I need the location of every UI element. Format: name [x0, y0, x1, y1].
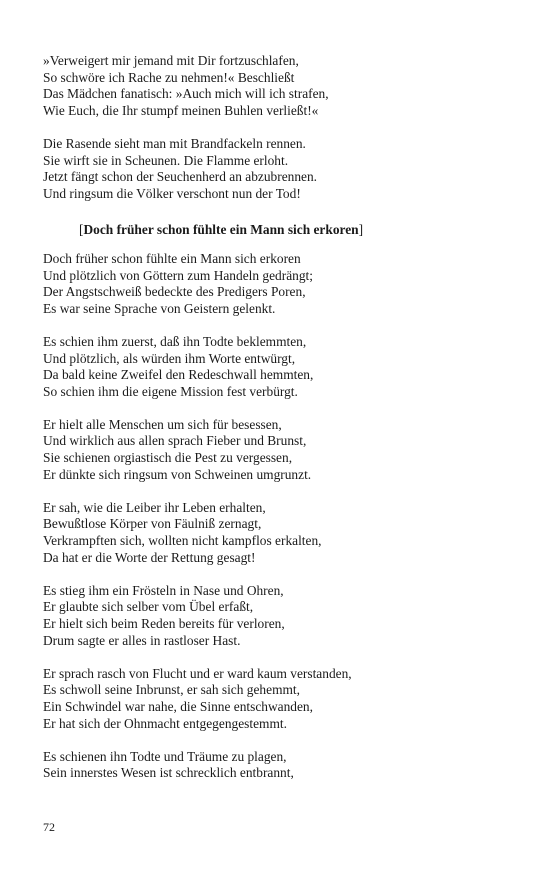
poem-line: Bewußtlose Körper von Fäulniß zernagt, [43, 516, 262, 532]
poem-line: Da hat er die Worte der Rettung gesagt! [43, 549, 256, 565]
poem-line: »Verweigert mir jemand mit Dir fortzuschlafen, [43, 53, 299, 68]
poem-line: Und plötzlich, als würden ihm Worte entwürgt, [43, 350, 296, 366]
poem-line: Sie schienen orgiastisch die Pest zu vergessen, [43, 450, 293, 466]
poem-line: Der Angstschweiß bedeckte des Predigers Poren, [43, 284, 306, 300]
poem-line: Die Rasende sieht man mit Brandfackeln rennen. [43, 135, 306, 151]
poem-line: Es stieg ihm ein Frösteln in Nase und Ohren, [43, 582, 284, 598]
poem-line: Drum sagte er alles in rastloser Hast. [43, 632, 241, 648]
stanza [43, 749, 513, 782]
stanza [43, 583, 513, 649]
poem-title [79, 222, 513, 239]
title-text: Doch früher schon fühlte ein Mann sich erkoren [83, 222, 359, 238]
poem-line: Und plötzlich von Göttern zum Handeln gedrängt; [43, 267, 313, 283]
poem-line: Es war seine Sprache von Geistern gelenkt. [43, 300, 276, 316]
stanza [43, 500, 513, 566]
poem-line: Er glaubte sich selber vom Übel erfaßt, [43, 599, 254, 615]
poem-line: Doch früher schon fühlte ein Mann sich erkoren [43, 250, 301, 266]
stanza [43, 417, 513, 483]
poem-text [43, 53, 513, 799]
stanza [43, 334, 513, 400]
stanza [43, 251, 513, 317]
poem-line: Ein Schwindel war nahe, die Sinne entschwanden, [43, 698, 313, 714]
poem-line: Es schien ihm zuerst, daß ihn Todte beklemmten, [43, 333, 307, 349]
poem-line: Und ringsum die Völker verschont nun der Tod! [43, 185, 301, 201]
poem-line: Er sprach rasch von Flucht und er ward kaum verstanden, [43, 665, 352, 681]
stanza [43, 53, 513, 119]
poem-line: So schien ihm die eigene Mission fest verbürgt. [43, 383, 298, 399]
poem-line: Es schienen ihn Todte und Träume zu plagen, [43, 748, 287, 764]
poem-line: Verkrampften sich, wollten nicht kampflos erkalten, [43, 533, 322, 549]
poem-line: Er hielt sich beim Reden bereits für verloren, [43, 616, 285, 631]
poem-line: Jetzt fängt schon der Seuchenherd an abzubrennen. [43, 169, 318, 185]
title-close-bracket: ] [358, 222, 364, 238]
title-open-bracket: [ [79, 222, 84, 238]
poem-line: Sein innerstes Wesen ist schrecklich entbrannt, [43, 765, 294, 781]
poem-line: Das Mädchen fanatisch: »Auch mich will ich strafen, [43, 86, 329, 102]
stanza [43, 666, 513, 732]
poem-line: Er hielt alle Menschen um sich für besessen, [43, 416, 282, 432]
poem-line: Er dünkte sich ringsum von Schweinen umgrunzt. [43, 466, 312, 482]
stanza [43, 136, 513, 202]
poem-line: Er hat sich der Ohnmacht entgegengestemmt. [43, 715, 287, 731]
page-number: 72 [43, 820, 55, 834]
poem-line: Er sah, wie die Leiber ihr Leben erhalten, [43, 499, 266, 515]
poem-line: Und wirklich aus allen sprach Fieber und Brunst, [43, 433, 307, 449]
poem-line: So schwöre ich Rache zu nehmen!« Beschließt [43, 69, 295, 85]
poem-line: Es schwoll seine Inbrunst, er sah sich gehemmt, [43, 682, 300, 698]
poem-line: Wie Euch, die Ihr stumpf meinen Buhlen verließt!« [43, 102, 319, 118]
poem-line: Sie wirft sie in Scheunen. Die Flamme erloht. [43, 152, 289, 168]
poem-line: Da bald keine Zweifel den Redeschwall hemmten, [43, 367, 314, 383]
